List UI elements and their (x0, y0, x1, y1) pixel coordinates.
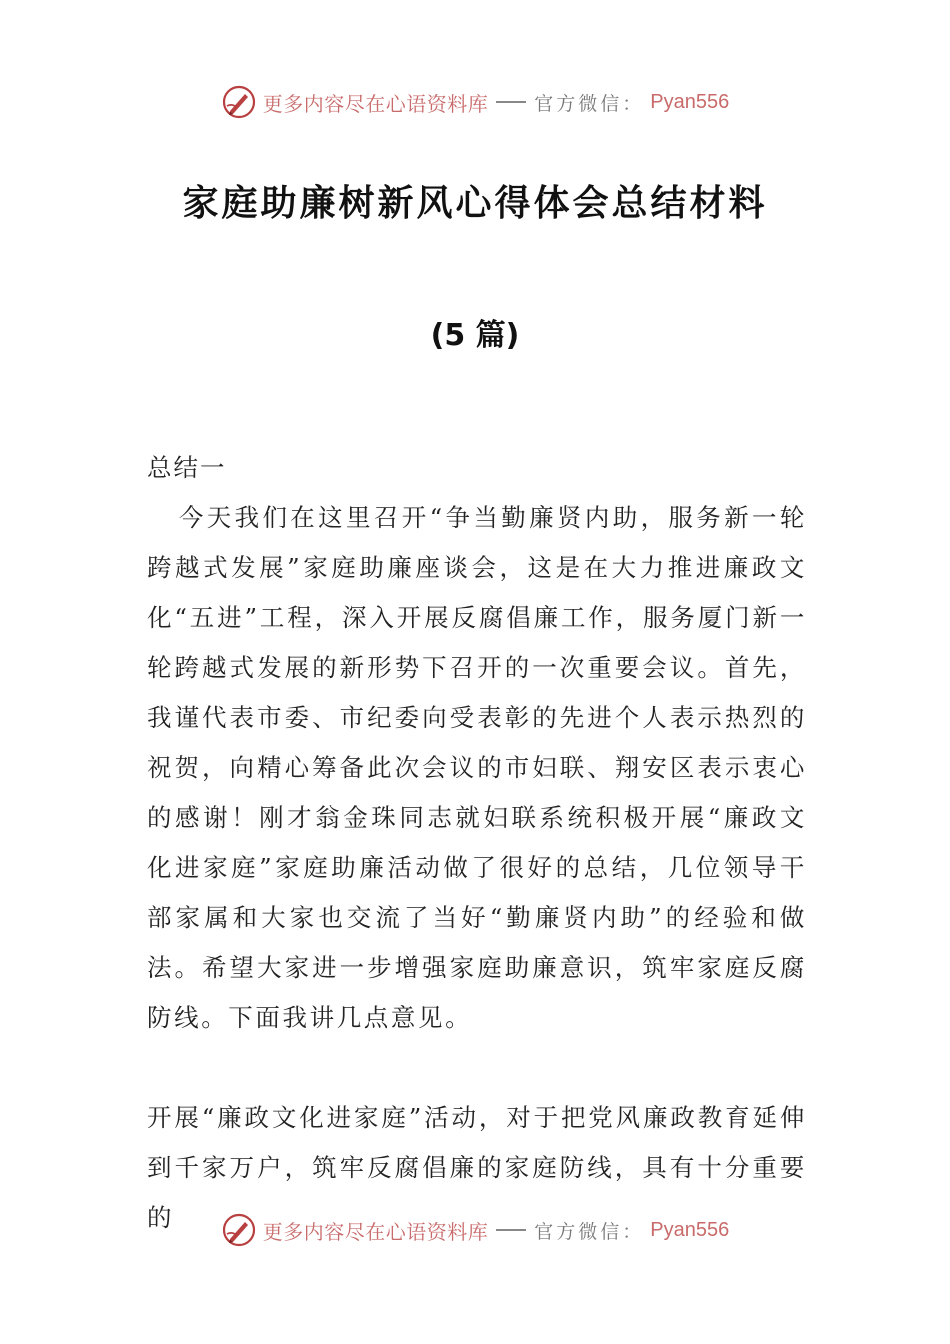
document-subtitle: (5 篇) (430, 318, 520, 353)
document-title: 家庭助廉树新风心得体会总结材料 (182, 183, 768, 224)
banner-dash-separator (496, 101, 526, 103)
section-label: 总结一 (147, 453, 227, 482)
body-paragraph: 今天我们在这里召开“争当勤廉贤内助，服务新一轮跨越式发展”家庭助廉座谈会，这是在大力推进廉政文化“五进”工程，深入开展反腐倡廉工作，服务厦门新一轮跨越式发展的新形势下召开的一次重要会议。首先，我谨代表市委、市纪委向受表彰的先进个人表示热烈的祝贺，向精心筹备此次会议的市妇联、翔安区表示衷心的感谢！刚才翁金珠同志就妇联系统积极开展“廉政文化进家庭”家庭助廉活动做了很好的总结，几位领导干部家属和大家也交流了当好“勤廉贤内助”的经验和做法。希望大家进一步增强家庭助廉意识，筑牢家庭反腐防线。下面我讲几点意见。 (147, 503, 807, 1032)
pen-logo-icon (221, 1212, 257, 1248)
pen-logo-icon (221, 84, 257, 120)
banner-official-label: 官方微信： (534, 1220, 645, 1243)
document-body (147, 443, 807, 1243)
banner-wechat-id: Pyan556 (650, 90, 730, 113)
banner-wechat-id: Pyan556 (650, 1218, 730, 1241)
footer-banner (0, 1210, 950, 1250)
banner-official-label: 官方微信： (534, 92, 645, 115)
banner-brand-text: 更多内容尽在心语资料库 (262, 91, 489, 116)
banner-brand-text: 更多内容尽在心语资料库 (262, 1219, 489, 1244)
body-paragraph: 开展“廉政文化进家庭”活动，对于把党风廉政教育延伸到千家万户，筑牢反腐倡廉的家庭防线，具有十分重要的 (147, 1103, 807, 1232)
banner-dash-separator (496, 1229, 526, 1231)
header-banner (0, 82, 950, 122)
